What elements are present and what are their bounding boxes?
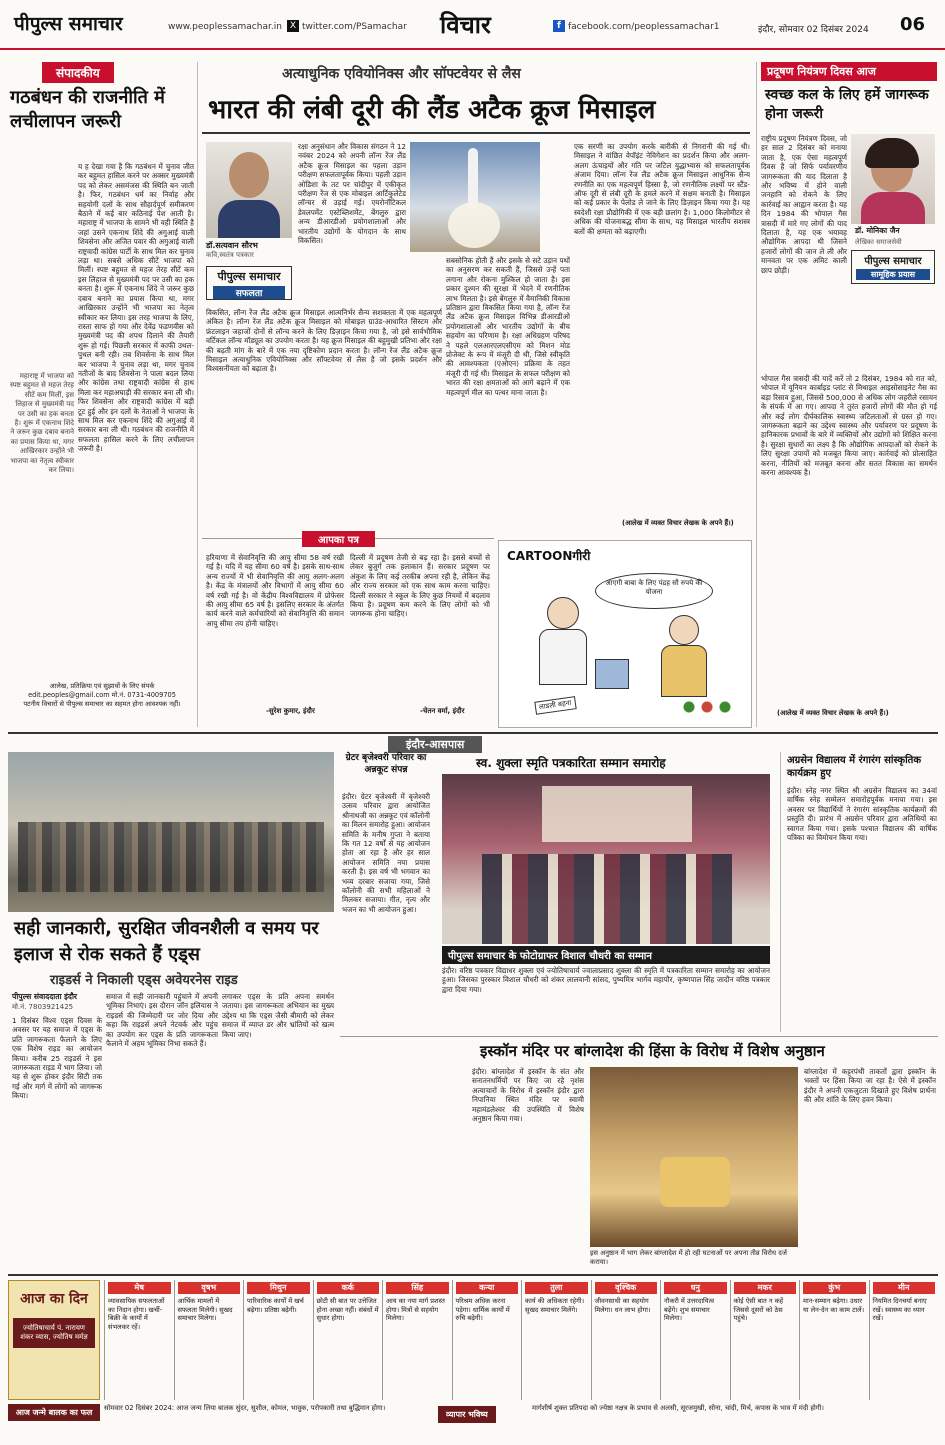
- facebook-link[interactable]: facebook.com/peoplessamachar1: [568, 22, 720, 32]
- award-ceremony-photo: [442, 774, 770, 944]
- market-label: व्यापार भविष्य: [438, 1406, 496, 1423]
- lead-title: भारत की लंबी दूरी की लैंड अटैक क्रूज मिसाइल: [208, 95, 656, 125]
- annakut-body: इंदौर। ग्रेटर बृजेश्वरी में बृजेश्वरी उत्सव परिवार द्वारा आयोजित श्रीनाथजी का अन्नकूट एवं कॉलोनी का मिलन समारोह हुआ। आयोजन समिति के मनीष गुप्ता ने बताया कि गत 12 वर्षों से यह आयोजन होता आ रहा है और हर साल आयोजन समिति नया प्रयास करती है। इस वर्ष भी भगवान का भव्य दरबार सजाया गया, जिसे कॉलोनी की सभी महिलाओं ने मिलकर सजाया। गीत, नृत्य और भजन का भी आयोजन हुआ।: [342, 792, 430, 914]
- zodiac-box: [591, 1280, 661, 1400]
- zodiac-sign-text: छोटी सी बात पर उत्तेजित होना अच्छा नहीं। संबंधों में सुधार होगा।: [316, 1297, 379, 1323]
- zodiac-sign-text: कोई ऐसी बात न कहें जिससे दूसरों को ठेस पहुंचे।: [733, 1297, 784, 1323]
- born-today-label: आज जन्मे बालक का फल: [8, 1404, 100, 1421]
- pollution-label: प्रदूषण नियंत्रण दिवस आज: [761, 62, 937, 81]
- award-photo-caption: पीपुल्स समाचार के फोटोग्राफर विशाल चौधरी का सम्मान: [442, 946, 770, 964]
- letters-section: [202, 535, 494, 728]
- pollution-badge: [851, 250, 935, 284]
- editorial-column: [8, 62, 198, 727]
- lead-col-wide: विकसित, लॉन्ग रेंज लैंड अटैक क्रूज मिसाइल आत्मनिर्भर सैन्य सशक्तता में एक महत्वपूर्ण अंकित है। लॉन्ग रेंज लैंड अटैक क्रूज मिसाइल को मोबाइल ग्राउंड-आधारित सिस्टम और फ्रंटलाइन जहाजों दोनों से लॉन्च करने के लिए डिज़ाइन किया गया है, जो इसे सार्वभौमिक वर्टिकल लॉन्च मॉड्यूल का उपयोग करता है। यह क्रूज मिसाइल की बहुमुखी प्रतिभा और रक्षा की बढ़ती मांग के बारे में एक नया दृष्टिकोण प्रदान करता है। लॉन्ग रेंज लैंड अटैक क्रूज मिसाइल अत्याधुनिक एवियोनिक्स और सॉफ्टवेयर से लैस है जो इसके प्रदर्शन और विश्वसनीयता को बढ़ाता है।: [206, 308, 442, 374]
- zodiac-box: [730, 1280, 800, 1400]
- zodiac-sign-text: परिश्रम अधिक करना पड़ेगा। धार्मिक कार्यों में रुचि बढ़ेगी।: [455, 1297, 510, 1323]
- section-title: विचार: [440, 11, 491, 39]
- brand-logo: पीपुल्स समाचार: [14, 13, 123, 35]
- pollution-article: [756, 62, 938, 727]
- lead-col-4: एक सरणी का उपयोग करके बारीकी से निगरानी की गई थी। मिसाइल ने वांछित वेपॉइंट नेविगेशन का प्रदर्शन किया और अलग-अलग ऊंचाइयों और गति पर जटिल युद्धाभ्यास को सफलतापूर्वक अंजाम दिया। लॉन्ग रेंज लैंड अटैक क्रूज मिसाइल आधुनिक सैन्य रणनीति का एक महत्वपूर्ण हिस्सा है, जो रणनीतिक लक्ष्यों पर स्टैंड-ऑफ दूरी से लंबी दूरी के हमले करने में सक्षम बनाती है। मिसाइल को कई प्रकार के पेलोड ले जाने के लिए डिज़ाइन किया गया है। यह स्वदेशी रक्षा प्रौद्योगिकी में एक बड़ी छलांग है। 1,000 किलोमीटर से अधिक की योजनाबद्ध सीमा के साथ, यह मिसाइल भारतीय सशस्त्र बलों की क्षमता को बढ़ाएगी।: [574, 142, 750, 236]
- award-article: [436, 752, 776, 1032]
- pollution-footnote: (आलेख में व्यक्त विचार लेखक के अपने हैं।): [777, 709, 889, 717]
- horoscope-astrologer: ज्योतिषाचार्य पं. नारायण शंकर व्यास, ज्योतिष मर्मज्ञ: [13, 1318, 95, 1348]
- zodiac-sign-text: आर्थिक मामलों में सफलता मिलेगी। सुखद समाचार मिलेगा।: [177, 1297, 233, 1323]
- cartoon-bag: [595, 659, 629, 689]
- editorial-label: संपादकीय: [42, 62, 114, 83]
- cartoon-panel: [498, 540, 752, 728]
- masthead: [0, 0, 945, 50]
- zodiac-box: [243, 1280, 313, 1400]
- letter-2: दिल्ली में प्रदूषण तेजी से बढ़ रहा है। इससे बच्चों से लेकर बुजुर्ग तक हलाकान हैं। सरकार प्रदूषण पर अंकुश के लिए कई तरकीब अपना रही है, लेकिन केंद्र और राज्य सरकार को एक साथ काम करना चाहिए। दिल्ली सरकार ने स्कूल के लिए कुछ नियमों में बदलाव किया है। प्रदूषण कम करने के लिए लोगों को भी जागरूक होना चाहिए।: [350, 553, 490, 619]
- zodiac-sign-name: धनु: [664, 1282, 727, 1294]
- zodiac-sign-text: आय का नया मार्ग प्रशस्त होगा। मित्रों से सहयोग मिलेगा।: [386, 1297, 445, 1323]
- iskcon-ritual-photo: [590, 1067, 798, 1247]
- lead-article: [202, 62, 752, 532]
- aids-title: सही जानकारी, सुरक्षित जीवनशैली व समय पर इलाज से रोक सकते हैं एड्स: [14, 918, 319, 965]
- cartoon-speech-bubble: आएगी बाबा के लिए पंद्रह सौ रुपये की योजना: [595, 573, 713, 609]
- indore-strip-label: इंदौर-आसपास: [388, 736, 482, 753]
- lead-badge-brand: पीपुल्स समाचार: [217, 270, 281, 283]
- letter-1-sign: -सुरेश कुमार, इंदौर: [266, 707, 315, 715]
- zodiac-sign-name: वृषभ: [178, 1282, 241, 1294]
- editorial-footer: [8, 682, 196, 709]
- horoscope-section: [8, 1274, 938, 1434]
- cartoon-figure-right: [669, 615, 699, 645]
- editorial-sidebar-quote: महाराष्ट्र में भाजपा को स्पष्ट बहुमत से महज तेरह सीटें कम मिलीं, इस लिहाज से मुख्यमंत्री पद पर उसी का हक बनता है। शुरू में एकनाथ शिंदे ने जरूर कुछ दबाव बनाने का प्रयास किया था, मगर आखिरकार उन्होंने भी भाजपा का नेतृत्व स्वीकार कर लिया।: [10, 372, 74, 475]
- horoscope-title: आज का दिन: [20, 1291, 88, 1307]
- letter-1: हरियाणा में सेवानिवृत्ति की आयु सीमा 58 वर्ष रखी गई है। यदि में यह सीमा 60 वर्ष है। इसके साथ-साथ अन्य राज्यों में भी सेवानिवृत्ति की आयु अलग-अलग है। केंद्र के मंत्रालयों और विभागों में आयु सीमा 60 वर्ष रखी गई है। वो केंद्रीय विश्वविद्यालय में प्रोफेसर की आयु सीमा 65 वर्ष है। इसलिए सरकार के अंतर्गत कार्य करने वाले कर्मचारियों को सेवानिवृत्ति की समान आयु सीमा तय होनी चाहिए।: [206, 553, 344, 628]
- iskcon-photo-caption: इस अनुष्ठान में भाग लेकर बांग्लादेश में हो रही घटनाओं पर अपना तीव्र विरोध दर्ज कराया।: [590, 1249, 787, 1266]
- zodiac-grid: [104, 1280, 938, 1400]
- zodiac-sign-name: मकर: [734, 1282, 797, 1294]
- author-role: कवि,स्वतंत्र पत्रकार: [206, 251, 254, 259]
- pollution-badge-sub: सामूहिक प्रयास: [856, 269, 930, 280]
- zodiac-sign-name: मीन: [873, 1282, 936, 1294]
- cartoon-body-left: [539, 629, 587, 685]
- pollution-author-photo: [851, 134, 935, 224]
- zodiac-sign-text: नियमित दिनचर्या बनाए रखें। स्वास्थ्य का ध्यान रखें।: [872, 1297, 927, 1323]
- lead-kicker: अत्याधुनिक एवियोनिक्स और सॉफ्टवेयर से लैस: [282, 66, 521, 82]
- zodiac-box: [521, 1280, 591, 1400]
- born-today-text: सोमवार 02 दिसंबर 2024: आज जन्म लिया बालक सुंदर, सुशील, कोमल, भावुक, परोपकारी तथा बुद्धिमान होगा।: [104, 1404, 386, 1412]
- pollution-author-role: लेखिका समाजसेवी: [855, 238, 902, 246]
- zodiac-box: [452, 1280, 522, 1400]
- market-text: मार्गशीर्ष शुक्ल प्रतिपदा को ज्येष्ठा नक्षत्र के प्रभाव से अलसी, सूरजमुखी, सोना, चांदी, मिर्च, कपास के भाव में मंदी होगी।: [532, 1404, 824, 1412]
- aids-byline: पीपुल्स संवाददाता इंदौर: [12, 992, 78, 1001]
- aids-body-3: लगाकर एड्स के प्रति अपना समर्थन जताया। इस जागरूकता अभियान का मुख्य उद्देश्य था कि एड्स जैसी बीमारी को लेकर समाज में व्याप्त डर और भ्रांतियों को खत्म किया जाए।: [222, 992, 334, 1039]
- zodiac-sign-text: पारिवारिक कार्यों में खर्च बढ़ेगा। प्रतिष्ठा बढ़ेगी।: [247, 1297, 304, 1314]
- author-name: डॉ.सत्यवान सौरभ: [206, 241, 258, 250]
- facebook-icon: f: [553, 20, 565, 32]
- riders-group-photo: [8, 752, 334, 912]
- zodiac-box: [174, 1280, 244, 1400]
- letter-2-sign: -चेतन वर्मा, इंदौर: [420, 707, 465, 715]
- zodiac-box: [660, 1280, 730, 1400]
- award-title: स्व. शुक्ला स्मृति पत्रकारिता सम्मान समारोह: [476, 756, 666, 770]
- zodiac-sign-text: मान-सम्मान बढ़ेगा। उधार या लेन-देन का काम टालें।: [803, 1297, 865, 1314]
- zodiac-box: [799, 1280, 869, 1400]
- aids-body-1: 1 दिसंबर विश्व एड्स दिवस के अवसर पर यह समाज में एड्स के प्रति जागरूकता फैलाने के लिए एक विशेष राइड का आयोजन किया। करीब 25 राइडर्स ने इस जागरूकता राइड में भाग लिया। जो यह से शुरू होकर इंदौर सिटी तक गई और मार्ग में लोगों को जागरूक किया।: [12, 1016, 102, 1101]
- zodiac-sign-name: कर्क: [317, 1282, 380, 1294]
- pollution-author-name: डॉ. मोनिका जैन: [855, 226, 900, 235]
- pollution-badge-brand: पीपुल्स समाचार: [864, 256, 922, 267]
- iskcon-title: इस्कॉन मंदिर पर बांग्लादेश की हिंसा के विरोध में विशेष अनुष्ठान: [480, 1042, 825, 1060]
- editorial-body: य ह देखा गया है कि गठबंधन में चुनाव जीत कर बहुमत हासिल करने पर अक्सर मुख्यमंत्री पद को लेकर असमंजस की स्थिति बन जाती है। फिर, गठबंधन धर्म का निर्वाह और सहयोगी दलों के साथ सौहार्दपूर्ण समीकरण बैठाने में कई बार कठिनाई पेश आती है। महाराष्ट्र में भाजपा के सामने भी वही स्थिति है जहां उसने एकनाथ शिंदे की अगुआई वाली शिवसेना और अजित पवार की अगुआई वाली राष्ट्रवादी कांग्रेस पार्टी के साथ मिल कर चुनाव लड़ा था। सबसे अधिक सीटें भाजपा को मिलीं। स्पष्ट बहुमत से महज तेरह सीटें कम इस लिहाज से मुख्यमंत्री पद पर उसी का हक बनता है। शुरू में एकनाथ शिंदे ने जरूर कुछ दबाव बनाने का प्रयास किया था, मगर आखिरकार उन्होंने भी भाजपा का नेतृत्व स्वीकार कर लिया। इस तरह भाजपा के लिए, रास्ता साफ हो गया और देवेंद्र फडणवीस को मुख्यमंत्री पद की शपथ दिलाने की तैयारी शुरू हो गई। पिछली सरकार में काफी उथल-पुथल बनी रही। तब शिवसेना के साथ मिल कर भाजपा ने चुनाव लड़ा था, मगर चुनाव नतीजों के बाद शिवसेना ने पाला बदल लिया और कांग्रेस तथा राष्ट्रवादी कांग्रेस से हाथ मिला कर महाअघाड़ी की सरकार बना ली थी। फिर शिवसेना और राष्ट्रवादी कांग्रेस में बड़ी टूट हुई और इन दलों के नेताओं ने भाजपा के साथ मिल कर एकनाथ शिंदे की अगुआई में सरकार बना ली थी। गठबंधन की राजनीति में सफलता हासिल करने के लिए लचीलापन जरूरी है।: [78, 162, 194, 454]
- cartoon-figure-left: [547, 597, 579, 629]
- twitter-link[interactable]: twitter.com/PSamachar: [302, 22, 407, 32]
- missile-launch-photo: [410, 142, 540, 252]
- page-number: 06: [900, 14, 926, 35]
- lead-col-1: रक्षा अनुसंधान और विकास संगठन ने 12 नवंबर 2024 को अपनी लॉन्ग रेंज लैंड अटैक क्रूज मिसाइल का पहला उड़ान परीक्षण सफलतापूर्वक किया। पहली उड़ान ओडिशा के तट पर चांदीपुर में एकीकृत परीक्षण रेंज से एक मोबाइल आर्टिकुलेटेड लॉन्चर से उड़ाई गई। एयरोनॉटिकल डेवलपमेंट एस्टेब्लिशमेंट, बेंगलुरु द्वारा अन्य डीआरडीओ प्रयोगशालाओं और भारतीय उद्योगों के योगदान के साथ विकसित।: [298, 142, 406, 246]
- lead-col-3: सबसोनिक होती हैं और इसके से सटे उड़ान पथों का अनुसरण कर सकती हैं, जिससे उन्हें पता लगाना और रोकना मुश्किल हो जाता है। इस प्रकार दुश्मन की सुरक्षा में भेदने में रणनीतिक लाभ मिलता है। इसे बेंगलुरु में वैमानिकी विकास प्रतिष्ठान द्वारा विकसित किया गया है, लॉन्ग रेंज लैंड अटैक क्रूज मिसाइल विभिन्न डीआरडीओ प्रयोगशालाओं और भारतीय उद्योगों के बीच सहयोग का परिणाम है। रक्षा अधिग्रहण परिषद ने पहले एलआरएलएसीएम को मिशन मोड प्रोजेक्ट के रूप में मंजूरी दी थी, जिसे स्वीकृति की आवश्यकता (एओएन) प्रक्रिया के तहत मंजूरी दी गई थी। मिसाइल के सफल परीक्षण को भारत की रक्षा क्षमताओं को आगे बढ़ाने में एक महत्वपूर्ण मील का पत्थर माना जाता है।: [446, 256, 570, 397]
- horoscope-title-box: [8, 1280, 100, 1400]
- editorial-footer-disclaimer: पटनीय विचारों से पीपुल्स समाचार का सहमत होना आवश्यक नहीं।: [23, 700, 181, 708]
- school-article: [780, 752, 938, 1032]
- annakut-title: ग्रेटर बृजेश्वरी परिवार का अन्नकूट संपन्न: [345, 753, 427, 775]
- zodiac-sign-text: कार्य की अधिकता रहेगी। सुखद समाचार मिलेंगे।: [525, 1297, 585, 1314]
- dateline: इंदौर, सोमवार 02 दिसंबर 2024: [758, 25, 869, 35]
- indore-strip: [8, 732, 938, 750]
- editorial-footer-contact-label: आलेख, प्रतिक्रिया एवं सुझावों के लिए संपर्क: [49, 682, 155, 690]
- cartoon-body-right: [661, 645, 707, 697]
- annakut-article: [340, 752, 432, 1032]
- lead-footnote: (आलेख में व्यक्त विचार लेखक के अपने हैं।): [622, 519, 734, 527]
- pollution-title: स्वच्छ कल के लिए हमें जागरूक होना जरूरी: [765, 87, 929, 122]
- zodiac-box: [382, 1280, 452, 1400]
- letters-title: आपका पत्र: [302, 531, 375, 547]
- zodiac-sign-name: सिंह: [386, 1282, 449, 1294]
- aids-subtitle: राइडर्स ने निकाली एड्स अवेयरनेस राइड: [50, 973, 238, 988]
- zodiac-sign-text: नौकरी में उत्तरदायित्व बढ़ेंगे। शुभ समाचार मिलेगा।: [664, 1297, 714, 1323]
- zodiac-box: [869, 1280, 939, 1400]
- zodiac-sign-text: जीवनसाथी का सहयोग मिलेगा। धन लाभ होगा।: [594, 1297, 651, 1314]
- zodiac-box: [313, 1280, 383, 1400]
- lead-badge-sub: सफलता: [213, 286, 285, 299]
- lead-badge: [206, 266, 292, 300]
- award-body: इंदौर। वरिष्ठ पत्रकार विद्याधर शुक्ला एवं ज्योतिषाचार्य ज्वालाप्रसाद शुक्ला की स्मृति में पत्रकारिता सम्मान समारोह का आयोजन हुआ। जिसका पुरस्कार विशाल चौधरी को शंकर लालवानी सांसद, पुष्यमित्र भार्गव महापौर, कृष्णपाल सिंह जादौन वरिष्ठ पत्रकार द्वारा दिया गया।: [442, 966, 770, 994]
- zodiac-sign-name: कन्या: [456, 1282, 519, 1294]
- zodiac-sign-name: मिथुन: [247, 1282, 310, 1294]
- school-body: इंदौर। स्नेह नगर स्थित श्री अग्रसेन विद्यालय का 34वां वार्षिक स्नेह सम्मेलन समारोहपूर्वक मनाया गया। इस अवसर पर विद्यार्थियों ने रंगारंग सांस्कृतिक कार्यक्रमों की प्रस्तुति दी। प्रारंभ में अग्रसेन परिवार द्वारा अतिथियों का स्वागत किया गया। इसके पश्चात विद्यालय की वार्षिक पत्रिका का विमोचन किया गया।: [787, 786, 937, 843]
- pollution-body-1: राष्ट्रीय प्रदूषण नियंत्रण दिवस, जो हर साल 2 दिसंबर को मनाया जाता है, एक ऐसा महत्वपूर्ण दिवस है जो सिर्फ पर्यावरणीय जागरूकता की याद दिलाता है और भविष्य में होने वाली जनहानि को रोकने के लिए कार्रवाई का आह्वान करता है। यह दिन 1984 की भोपाल गैस त्रासदी में मारे गए लोगों की याद दिलाता है, यह एक भयावह औद्योगिक आपदा थी जिसने हजारों लोगों की जान ले ली और मानवता पर एक अमिट काली छाप छोड़ी।: [761, 134, 847, 275]
- cartoon-vegetables: [677, 697, 737, 717]
- author-photo: [206, 142, 292, 238]
- cartoon-title: CARTOONगीरी: [507, 549, 591, 563]
- zodiac-sign-name: तुला: [525, 1282, 588, 1294]
- aids-body-2: समाज में सही जानकारी पहुंचाने में अपनी भूमिका निभाएं। इस दौरान जॉन इलियास ने राइडर्स की जिम्मेदारी पर जोर दिया और कहा कि राइडर्स अपने नेटवर्क और पहुंच का उपयोग कर एड्स के प्रति जागरूकता फैलाने में अहम भूमिका निभा सकते हैं।: [106, 992, 218, 1049]
- pollution-body-2: भोपाल गैस त्रासदी की यादें करें तो 2 दिसंबर, 1984 को रात को, भोपाल में यूनियन कार्बाइड प्लांट से मिथाइल आइसोसाइनेट गैस का बड़ा रिसाव हुआ, जिससे 500,000 से अधिक लोग जहरीले रसायन के संपर्क में आ गए। आपदा ने तुरंत हजारों लोगों की मौत हो गई और कई लोग दीर्घकालिक स्वास्थ्य जटिलताओं से ग्रस्त हो गए। जागरूकता बढ़ाने का उद्देश्य स्वास्थ्य और पर्यावरण पर प्रदूषण के हानिकारक प्रभावों के बारे में व्यक्तियों और उद्योगों को शिक्षित करना है। सुरक्षा सुधारों का लक्ष्य है कि औद्योगिक आपदाओं को रोकने के लिए सुरक्षा उपायों को मजबूत किया जाए। कार्रवाई को प्रोत्साहित करना, नीतियों को मजबूत करना और सतत विकास का समर्थन करना आवश्यक है।: [761, 374, 937, 478]
- zodiac-sign-name: मेष: [108, 1282, 171, 1294]
- iskcon-body-1: इंदौर। बांग्लादेश में इस्कॉन के संत और सनातनधर्मियों पर किए जा रहे नृशंस अत्याचारों के विरोध में इस्कॉन इंदौर द्वारा निपानिया स्थित मंदिर पर स्वामी महामंडलेश्वर की उपस्थिति में विशेष अनुष्ठान किया गया।: [472, 1067, 584, 1124]
- website-link[interactable]: www.peoplessamachar.in: [168, 22, 282, 32]
- school-title: अग्रसेन विद्यालय में रंगारंग सांस्कृतिक कार्यक्रम हुए: [787, 755, 922, 779]
- editorial-title: गठबंधन की राजनीति में लचीलापन जरूरी: [10, 87, 165, 132]
- lead-divider: [202, 132, 750, 134]
- x-icon: X: [287, 20, 299, 32]
- zodiac-sign-name: वृश्चिक: [595, 1282, 658, 1294]
- editorial-footer-email[interactable]: edit.peoples@gmail.com मो.नं. 0731-4009705: [28, 691, 176, 699]
- iskcon-body-2: बांग्लादेश में कट्टरपंथी ताकतों द्वारा इस्कॉन के भक्तों पर हिंसा किया जा रहा है। ऐसे में इस्कॉन इंदौर ने अपनी एकजुटता दिखाते हुए विशेष प्रार्थना की और शांति के लिए हवन किया।: [804, 1067, 936, 1105]
- zodiac-sign-text: व्यावसायिक सफलताओं का निदान होगा। खर्ची-बिक्री के कार्यों में संभलकर रहें।: [108, 1297, 165, 1331]
- zodiac-sign-name: कुंभ: [803, 1282, 866, 1294]
- zodiac-box: [104, 1280, 174, 1400]
- iskcon-article: [340, 1036, 938, 1270]
- aids-mobile: मो.नं. 7803921425: [12, 1003, 74, 1011]
- cartoon-bag-label: लाडली बहना: [534, 696, 576, 715]
